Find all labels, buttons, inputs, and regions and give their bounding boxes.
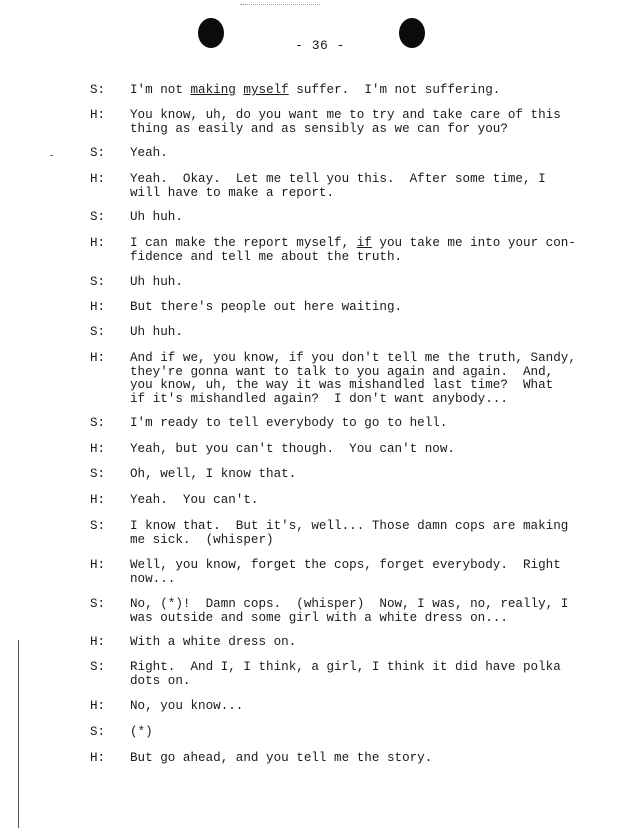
dialogue-text <box>130 636 590 650</box>
dialogue-line: You know, uh, do you want me to try and take care of this <box>130 108 561 122</box>
dialogue-line: will have to make a report. <box>130 185 335 200</box>
dialogue-line: I'm not making myself suffer. I'm not suffering. <box>130 83 501 97</box>
dialogue-text <box>130 494 590 508</box>
dialogue-line: dots on. <box>130 673 191 688</box>
page-number: - 36 - <box>295 38 345 53</box>
dialogue-text <box>130 276 590 290</box>
dialogue-line: I know that. But it's, well... Those damn cops are making <box>130 519 569 533</box>
speaker-label: H: <box>90 300 106 314</box>
dialogue-line: Yeah. Okay. Let me tell you this. After some time, I <box>130 172 546 186</box>
dialogue-text <box>130 700 590 714</box>
dialogue-line: With a white dress on. <box>130 635 297 649</box>
dialogue-text <box>130 109 590 136</box>
dialogue-text <box>130 468 590 482</box>
dialogue-line: But there's people out here waiting. <box>130 300 403 314</box>
speaker-label: H: <box>90 493 106 507</box>
dialogue-text <box>130 326 590 340</box>
dialogue-line: fidence and tell me about the truth. <box>130 249 403 264</box>
dialogue-text <box>130 417 590 431</box>
dialogue-line: if it's mishandled again? I don't want anybody... <box>130 391 508 406</box>
speaker-label: S: <box>90 660 106 674</box>
speaker-label: H: <box>90 442 106 456</box>
dialogue-line: No, (*)! Damn cops. (whisper) Now, I was, no, really, I <box>130 597 569 611</box>
dialogue-text <box>130 752 590 766</box>
margin-line <box>18 640 19 828</box>
dialogue-line: I'm ready to tell everybody to go to hell. <box>130 416 448 430</box>
speaker-label: H: <box>90 172 106 186</box>
speaker-label: S: <box>90 597 106 611</box>
dialogue-line: (*) <box>130 725 153 739</box>
speaker-label: S: <box>90 146 106 160</box>
dialogue-line: was outside and some girl with a white dress on... <box>130 610 508 625</box>
speaker-label: S: <box>90 416 106 430</box>
dialogue-line: Right. And I, I think, a girl, I think it did have polka <box>130 660 561 674</box>
dialogue-line: No, you know... <box>130 699 244 713</box>
dialogue-line: thing as easily and as sensibly as we can for you? <box>130 121 508 136</box>
dialogue-text <box>130 301 590 315</box>
dialogue-text <box>130 237 590 264</box>
dialogue-text <box>130 520 590 547</box>
dialogue-line: Oh, well, I know that. <box>130 467 297 481</box>
speaker-label: S: <box>90 83 106 97</box>
dialogue-text <box>130 559 590 586</box>
dialogue-line: And if we, you know, if you don't tell me the truth, Sandy, <box>130 351 576 365</box>
speaker-label: H: <box>90 635 106 649</box>
dialogue-line: you know, uh, the way it was mishandled last time? What <box>130 378 554 392</box>
dialogue-line: I can make the report myself, if you take me into your con- <box>130 236 576 250</box>
dialogue-text <box>130 661 590 688</box>
speaker-label: S: <box>90 467 106 481</box>
scan-mark <box>50 155 53 156</box>
speaker-label: S: <box>90 275 106 289</box>
speaker-label: H: <box>90 351 106 365</box>
scan-mark <box>240 4 320 5</box>
dialogue-line: they're gonna want to talk to you again and again. And, <box>130 364 554 379</box>
dialogue-text <box>130 352 590 406</box>
dialogue-text <box>130 211 590 225</box>
dialogue-text <box>130 147 590 161</box>
speaker-label: S: <box>90 325 106 339</box>
dialogue-line: Yeah, but you can't though. You can't now. <box>130 442 455 456</box>
dialogue-text <box>130 726 590 740</box>
dialogue-text <box>130 443 590 457</box>
speaker-label: H: <box>90 108 106 122</box>
dialogue-line: Uh huh. <box>130 275 183 289</box>
dialogue-line: Yeah. <box>130 146 168 160</box>
dialogue-line: Well, you know, forget the cops, forget everybody. Right <box>130 558 561 572</box>
speaker-label: H: <box>90 236 106 250</box>
dialogue-text <box>130 84 590 98</box>
speaker-label: S: <box>90 210 106 224</box>
dialogue-line: now... <box>130 571 176 586</box>
speaker-label: H: <box>90 751 106 765</box>
dialogue-line: Uh huh. <box>130 325 183 339</box>
speaker-label: H: <box>90 699 106 713</box>
dialogue-line: me sick. (whisper) <box>130 532 274 547</box>
dialogue-text <box>130 598 590 625</box>
speaker-label: S: <box>90 519 106 533</box>
dialogue-text <box>130 173 590 200</box>
dialogue-line: Uh huh. <box>130 210 183 224</box>
dialogue-line: But go ahead, and you tell me the story. <box>130 751 433 765</box>
speaker-label: H: <box>90 558 106 572</box>
speaker-label: S: <box>90 725 106 739</box>
dialogue-line: Yeah. You can't. <box>130 493 259 507</box>
